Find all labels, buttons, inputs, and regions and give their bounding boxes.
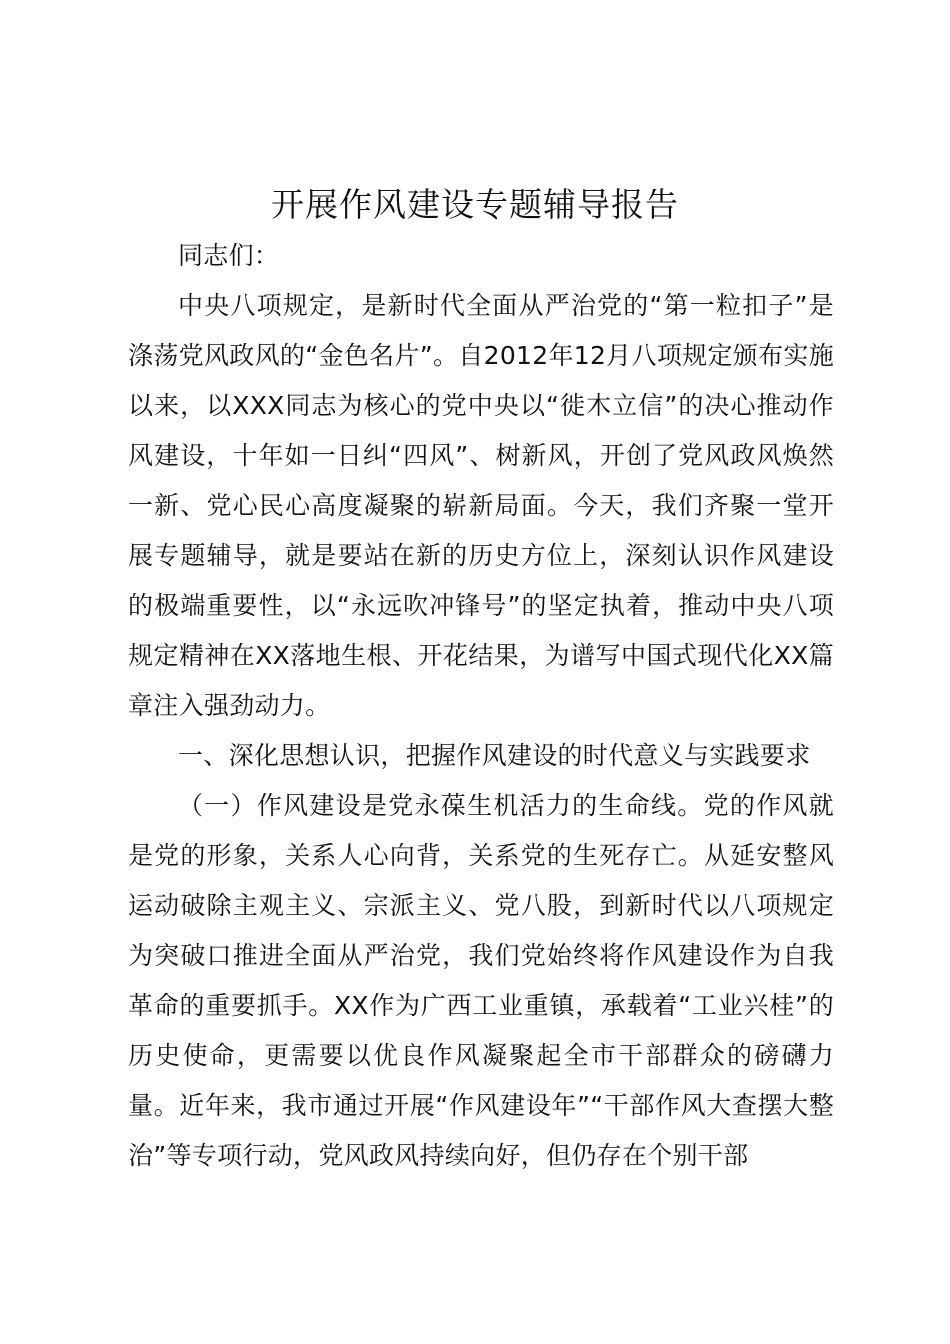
section-heading: 一、深化思想认识，把握作风建设的时代意义与实践要求 (178, 741, 811, 770)
subsection-paragraph: （一）作风建设是党永葆生机活力的生命线。党的作风就是党的形象，关系人心向背，关系党的生死存亡。从延安整风运动破除主观主义、宗派主义、党八股，到新时代以八项规定为突破口推进全面从严治党，我们党始终将作风建设作为自我革命的重要抓手。XX作为广西工业重镇，承载着“工业兴桂”的历史使命，更需要以优良作风凝聚起全市干部群众的磅礴力量。近年来，我市通过开展“作风建设年”“干部作风大查摆大整治”等专项行动，党风政风持续向好，但仍存在个别干部 (128, 791, 834, 1170)
intro-paragraph: 中央八项规定，是新时代全面从严治党的“第一粒扣子”是涤荡党风政风的“金色名片”。自2012年12月八项规定颁布实施以来，以XXX同志为核心的党中央以“徙木立信”的决心推动作风建设，十年如一日纠“四风”、树新风，开创了党风政风焕然一新、党心民心高度凝聚的崭新局面。今天，我们齐聚一堂开展专题辅导，就是要站在新的历史方位上，深刻认识作风建设的极端重要性，以“永远吹冲锋号”的坚定执着，推动中央八项规定精神在XX落地生根、开花结果，为谱写中国式现代化XX篇章注入强劲动力。 (128, 291, 834, 720)
document-body (128, 231, 834, 1181)
salutation: 同志们： (178, 241, 280, 270)
document-title: 开展作风建设专题辅导报告 (271, 185, 679, 224)
